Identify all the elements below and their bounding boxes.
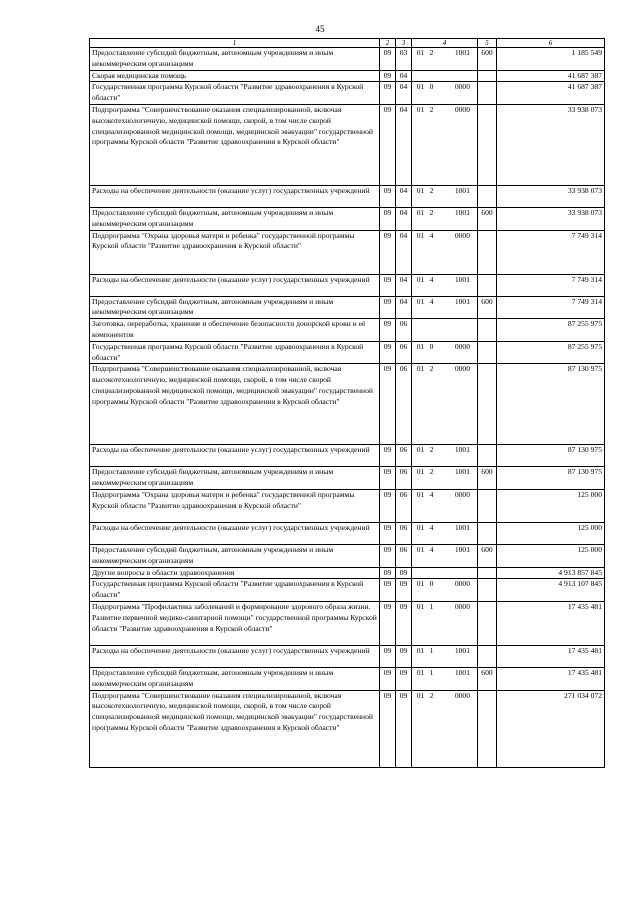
target-article-part-3: 0000 xyxy=(454,601,470,611)
row-target-article-cell xyxy=(412,82,478,105)
target-article-part-1: 01 xyxy=(416,207,425,217)
row-name-cell: Предоставление субсидий бюджетным, автономным учреждениям и иным некоммерческим организациям xyxy=(90,48,380,71)
row-subsection-cell: 04 xyxy=(396,185,412,207)
row-name-cell: Подпрограмма "Профилактика заболеваний и формирование здорового образа жизни. Развитие первичной медико-санитарной помощи" государственной программы Курской области "Развитие здравоохранения в Курской области" xyxy=(90,601,380,645)
row-subsection-cell: 04 xyxy=(396,70,412,82)
row-section-cell: 09 xyxy=(380,207,396,230)
row-section-cell: 09 xyxy=(380,445,396,467)
target-article-part-1: 01 xyxy=(416,364,425,374)
table-row xyxy=(90,319,605,342)
table-row xyxy=(90,48,605,71)
row-target-article-cell xyxy=(412,522,478,544)
column-header-subsection: 3 xyxy=(396,39,412,48)
table-row xyxy=(90,544,605,567)
table-row xyxy=(90,274,605,296)
row-name-cell: Государственная программа Курской области "Развитие здравоохранения в Курской области" xyxy=(90,341,380,364)
row-expense-type-cell: 600 xyxy=(478,467,497,490)
budget-table xyxy=(89,38,605,768)
target-article-part-1: 01 xyxy=(416,667,425,677)
row-name-cell: Предоставление субсидий бюджетным, автономным учреждениям и иным некоммерческим организациям xyxy=(90,207,380,230)
row-subsection-cell: 04 xyxy=(396,82,412,105)
row-subsection-cell: 06 xyxy=(396,544,412,567)
target-article-part-2: 1 xyxy=(429,667,434,677)
row-amount-cell: 125 000 xyxy=(497,522,605,544)
target-article-part-1: 01 xyxy=(416,467,425,477)
row-amount-cell: 271 034 072 xyxy=(497,690,605,767)
row-expense-type-cell xyxy=(478,185,497,207)
row-subsection-cell: 04 xyxy=(396,207,412,230)
row-subsection-cell: 04 xyxy=(396,104,412,185)
page-number: 45 xyxy=(315,24,325,34)
table-row xyxy=(90,230,605,274)
row-target-article-cell xyxy=(412,601,478,645)
row-expense-type-cell xyxy=(478,319,497,342)
table-row xyxy=(90,82,605,105)
row-section-cell: 09 xyxy=(380,104,396,185)
row-section-cell: 09 xyxy=(380,274,396,296)
target-article-part-2: 4 xyxy=(429,522,434,532)
target-article-part-1: 01 xyxy=(416,230,425,240)
target-article-part-2: 1 xyxy=(429,645,434,655)
row-expense-type-cell xyxy=(478,230,497,274)
row-expense-type-cell xyxy=(478,645,497,667)
row-name-cell: Подпрограмма "Совершенствование оказания специализированной, включая высокотехнологичную, медицинской помощи, скорой, в том числе скорой специализированной медицинской помощи, медицинской эвакуации" государственной программы Курской области "Развитие здравоохранения в Курской области" xyxy=(90,690,380,767)
row-name-cell: Подпрограмма "Охрана здоровья матери и ребенка" государственной программы Курской области "Развитие здравоохранения в Курской области" xyxy=(90,230,380,274)
row-section-cell: 09 xyxy=(380,364,396,445)
row-expense-type-cell: 600 xyxy=(478,544,497,567)
target-article-part-3: 0000 xyxy=(454,579,470,589)
target-article-part-1: 01 xyxy=(416,296,425,306)
row-amount-cell: 87 255 975 xyxy=(497,319,605,342)
target-article-part-3: 0000 xyxy=(454,489,470,499)
target-article-part-2: 4 xyxy=(429,274,434,284)
target-article-part-3: 0000 xyxy=(454,341,470,351)
row-expense-type-cell: 600 xyxy=(478,667,497,690)
row-target-article-cell xyxy=(412,207,478,230)
target-article-part-3: 0000 xyxy=(454,104,470,114)
target-article-part-3: 1001 xyxy=(454,445,470,455)
row-subsection-cell: 09 xyxy=(396,645,412,667)
target-article-part-1: 01 xyxy=(416,645,425,655)
row-name-cell: Расходы на обеспечение деятельности (оказание услуг) государственных учреждений xyxy=(90,522,380,544)
row-amount-cell: 4 913 107 845 xyxy=(497,579,605,602)
row-subsection-cell: 06 xyxy=(396,522,412,544)
row-name-cell: Государственная программа Курской области "Развитие здравоохранения в Курской области" xyxy=(90,579,380,602)
table-row xyxy=(90,207,605,230)
row-amount-cell: 125 000 xyxy=(497,544,605,567)
row-name-cell: Предоставление субсидий бюджетным, автономным учреждениям и иным некоммерческим организациям xyxy=(90,467,380,490)
row-section-cell: 09 xyxy=(380,489,396,522)
row-expense-type-cell xyxy=(478,341,497,364)
row-section-cell: 09 xyxy=(380,667,396,690)
target-article-part-1: 01 xyxy=(416,522,425,532)
row-section-cell: 09 xyxy=(380,70,396,82)
row-expense-type-cell xyxy=(478,601,497,645)
row-subsection-cell: 09 xyxy=(396,567,412,579)
target-article-part-3: 0000 xyxy=(454,364,470,374)
row-expense-type-cell xyxy=(478,274,497,296)
row-subsection-cell: 09 xyxy=(396,690,412,767)
row-name-cell: Расходы на обеспечение деятельности (оказание услуг) государственных учреждений xyxy=(90,274,380,296)
row-subsection-cell: 09 xyxy=(396,579,412,602)
target-article-part-2: 4 xyxy=(429,296,434,306)
row-amount-cell: 7 749 314 xyxy=(497,230,605,274)
row-amount-cell: 17 435 481 xyxy=(497,667,605,690)
row-name-cell: Другие вопросы в области здравоохранения xyxy=(90,567,380,579)
target-article-part-1: 01 xyxy=(416,489,425,499)
row-expense-type-cell xyxy=(478,567,497,579)
row-subsection-cell: 04 xyxy=(396,230,412,274)
table-row xyxy=(90,579,605,602)
table-row xyxy=(90,364,605,445)
row-target-article-cell xyxy=(412,364,478,445)
row-expense-type-cell xyxy=(478,70,497,82)
row-expense-type-cell: 600 xyxy=(478,207,497,230)
row-amount-cell: 33 938 073 xyxy=(497,104,605,185)
target-article-part-2: 2 xyxy=(429,207,434,217)
row-amount-cell: 33 938 073 xyxy=(497,207,605,230)
row-section-cell: 09 xyxy=(380,544,396,567)
row-expense-type-cell xyxy=(478,82,497,105)
target-article-part-2: 2 xyxy=(429,445,434,455)
target-article-part-2: 2 xyxy=(429,185,434,195)
row-name-cell: Подпрограмма "Охрана здоровья матери и ребенка" государственной программы Курской области "Развитие здравоохранения в Курской области" xyxy=(90,489,380,522)
row-target-article-cell xyxy=(412,319,478,342)
row-name-cell: Предоставление субсидий бюджетным, автономным учреждениям и иным некоммерческим организациям xyxy=(90,544,380,567)
row-name-cell: Подпрограмма "Совершенствование оказания специализированной, включая высокотехнологичную, медицинской помощи, скорой, в том числе скорой специализированной медицинской помощи, медицинской эвакуации" государственной программы Курской области "Развитие здравоохранения в Курской области" xyxy=(90,364,380,445)
table-row xyxy=(90,341,605,364)
row-section-cell: 09 xyxy=(380,296,396,319)
row-name-cell: Расходы на обеспечение деятельности (оказание услуг) государственных учреждений xyxy=(90,445,380,467)
row-name-cell: Предоставление субсидий бюджетным, автономным учреждениям и иным некоммерческим организациям xyxy=(90,296,380,319)
row-section-cell: 09 xyxy=(380,690,396,767)
row-section-cell: 09 xyxy=(380,601,396,645)
column-header-expense-type: 5 xyxy=(478,39,497,48)
table-row xyxy=(90,567,605,579)
row-section-cell: 09 xyxy=(380,522,396,544)
row-section-cell: 09 xyxy=(380,82,396,105)
target-article-part-1: 01 xyxy=(416,579,425,589)
row-amount-cell: 87 255 975 xyxy=(497,341,605,364)
row-target-article-cell xyxy=(412,341,478,364)
row-name-cell: Государственная программа Курской области "Развитие здравоохранения в Курской области" xyxy=(90,82,380,105)
row-target-article-cell xyxy=(412,445,478,467)
row-amount-cell: 41 687 387 xyxy=(497,70,605,82)
target-article-part-1: 01 xyxy=(416,445,425,455)
target-article-part-3: 1001 xyxy=(454,667,470,677)
row-amount-cell: 87 130 975 xyxy=(497,364,605,445)
target-article-part-3: 1001 xyxy=(454,296,470,306)
row-target-article-cell xyxy=(412,567,478,579)
target-article-part-1: 01 xyxy=(416,48,425,57)
row-section-cell: 09 xyxy=(380,341,396,364)
row-target-article-cell xyxy=(412,544,478,567)
row-subsection-cell: 06 xyxy=(396,364,412,445)
target-article-part-2: 0 xyxy=(429,579,434,589)
row-target-article-cell xyxy=(412,489,478,522)
target-article-part-2: 1 xyxy=(429,601,434,611)
row-target-article-cell xyxy=(412,296,478,319)
row-target-article-cell xyxy=(412,48,478,71)
row-amount-cell: 33 938 073 xyxy=(497,185,605,207)
row-amount-cell: 125 000 xyxy=(497,489,605,522)
target-article-part-1: 01 xyxy=(416,544,425,554)
row-expense-type-cell xyxy=(478,579,497,602)
table-row xyxy=(90,467,605,490)
row-name-cell: Расходы на обеспечение деятельности (оказание услуг) государственных учреждений xyxy=(90,185,380,207)
row-target-article-cell xyxy=(412,70,478,82)
row-section-cell: 09 xyxy=(380,185,396,207)
row-amount-cell: 17 435 481 xyxy=(497,645,605,667)
row-amount-cell: 41 687 387 xyxy=(497,82,605,105)
row-section-cell: 09 xyxy=(380,230,396,274)
row-name-cell: Подпрограмма "Совершенствование оказания специализированной, включая высокотехнологичную, медицинской помощи, скорой, в том числе скорой специализированной медицинской помощи, медицинской эвакуации" государственной программы Курской области "Развитие здравоохранения в Курской области" xyxy=(90,104,380,185)
row-amount-cell: 1 185 549 xyxy=(497,48,605,71)
row-expense-type-cell xyxy=(478,364,497,445)
table-row xyxy=(90,601,605,645)
row-section-cell: 09 xyxy=(380,645,396,667)
target-article-part-3: 1001 xyxy=(454,274,470,284)
target-article-part-1: 01 xyxy=(416,341,425,351)
table-header-row xyxy=(90,39,605,48)
table-row xyxy=(90,296,605,319)
target-article-part-3: 0000 xyxy=(454,82,470,92)
target-article-part-1: 01 xyxy=(416,185,425,195)
row-section-cell: 09 xyxy=(380,567,396,579)
table-row xyxy=(90,70,605,82)
target-article-part-1: 01 xyxy=(416,690,425,700)
row-amount-cell: 87 130 975 xyxy=(497,467,605,490)
target-article-part-3: 1001 xyxy=(454,522,470,532)
target-article-part-1: 01 xyxy=(416,274,425,284)
row-target-article-cell xyxy=(412,645,478,667)
row-expense-type-cell xyxy=(478,445,497,467)
row-expense-type-cell xyxy=(478,690,497,767)
row-amount-cell: 17 435 481 xyxy=(497,601,605,645)
table-row xyxy=(90,445,605,467)
target-article-part-3: 0000 xyxy=(454,690,470,700)
row-subsection-cell: 09 xyxy=(396,667,412,690)
row-subsection-cell: 06 xyxy=(396,489,412,522)
row-name-cell: Заготовка, переработка, хранение и обеспечение безопасности донорской крови и её компонентов xyxy=(90,319,380,342)
target-article-part-2: 2 xyxy=(429,690,434,700)
row-subsection-cell: 04 xyxy=(396,274,412,296)
row-amount-cell: 7 749 314 xyxy=(497,274,605,296)
row-section-cell: 09 xyxy=(380,48,396,71)
row-expense-type-cell xyxy=(478,522,497,544)
target-article-part-2: 0 xyxy=(429,82,434,92)
target-article-part-2: 4 xyxy=(429,489,434,499)
column-header-amount: 6 xyxy=(497,39,605,48)
column-header-name: 1 xyxy=(90,39,380,48)
row-target-article-cell xyxy=(412,690,478,767)
row-expense-type-cell: 600 xyxy=(478,48,497,71)
row-subsection-cell: 06 xyxy=(396,319,412,342)
target-article-part-1: 01 xyxy=(416,82,425,92)
row-target-article-cell xyxy=(412,467,478,490)
row-subsection-cell: 06 xyxy=(396,467,412,490)
row-subsection-cell: 03 xyxy=(396,48,412,71)
target-article-part-3: 1001 xyxy=(454,467,470,477)
table-row xyxy=(90,645,605,667)
column-header-section: 2 xyxy=(380,39,396,48)
row-amount-cell: 7 749 314 xyxy=(497,296,605,319)
target-article-part-2: 2 xyxy=(429,364,434,374)
target-article-part-2: 2 xyxy=(429,104,434,114)
target-article-part-1: 01 xyxy=(416,601,425,611)
column-header-target-article: 4 xyxy=(412,39,478,48)
target-article-part-3: 0000 xyxy=(454,230,470,240)
row-section-cell: 09 xyxy=(380,467,396,490)
target-article-part-3: 1001 xyxy=(454,645,470,655)
row-target-article-cell xyxy=(412,104,478,185)
row-subsection-cell: 09 xyxy=(396,601,412,645)
target-article-part-2: 4 xyxy=(429,544,434,554)
target-article-part-3: 1001 xyxy=(454,48,470,57)
row-target-article-cell xyxy=(412,667,478,690)
target-article-part-2: 2 xyxy=(429,48,434,57)
target-article-part-2: 4 xyxy=(429,230,434,240)
row-name-cell: Предоставление субсидий бюджетным, автономным учреждениям и иным некоммерческим организациям xyxy=(90,667,380,690)
table-row xyxy=(90,522,605,544)
target-article-part-3: 1001 xyxy=(454,207,470,217)
row-target-article-cell xyxy=(412,185,478,207)
table-row xyxy=(90,667,605,690)
target-article-part-2: 0 xyxy=(429,341,434,351)
table-row xyxy=(90,104,605,185)
row-name-cell: Скорая медицинская помощь xyxy=(90,70,380,82)
row-expense-type-cell xyxy=(478,489,497,522)
table-row xyxy=(90,185,605,207)
row-section-cell: 09 xyxy=(380,579,396,602)
row-amount-cell: 87 130 975 xyxy=(497,445,605,467)
row-subsection-cell: 04 xyxy=(396,296,412,319)
row-target-article-cell xyxy=(412,579,478,602)
row-amount-cell: 4 913 857 845 xyxy=(497,567,605,579)
row-target-article-cell xyxy=(412,230,478,274)
row-section-cell: 09 xyxy=(380,319,396,342)
row-expense-type-cell: 600 xyxy=(478,296,497,319)
row-subsection-cell: 06 xyxy=(396,445,412,467)
row-expense-type-cell xyxy=(478,104,497,185)
table-row xyxy=(90,690,605,767)
row-subsection-cell: 06 xyxy=(396,341,412,364)
row-target-article-cell xyxy=(412,274,478,296)
target-article-part-1: 01 xyxy=(416,104,425,114)
row-name-cell: Расходы на обеспечение деятельности (оказание услуг) государственных учреждений xyxy=(90,645,380,667)
table-row xyxy=(90,489,605,522)
target-article-part-3: 1001 xyxy=(454,544,470,554)
table-body xyxy=(90,48,605,768)
target-article-part-2: 2 xyxy=(429,467,434,477)
target-article-part-3: 1001 xyxy=(454,185,470,195)
